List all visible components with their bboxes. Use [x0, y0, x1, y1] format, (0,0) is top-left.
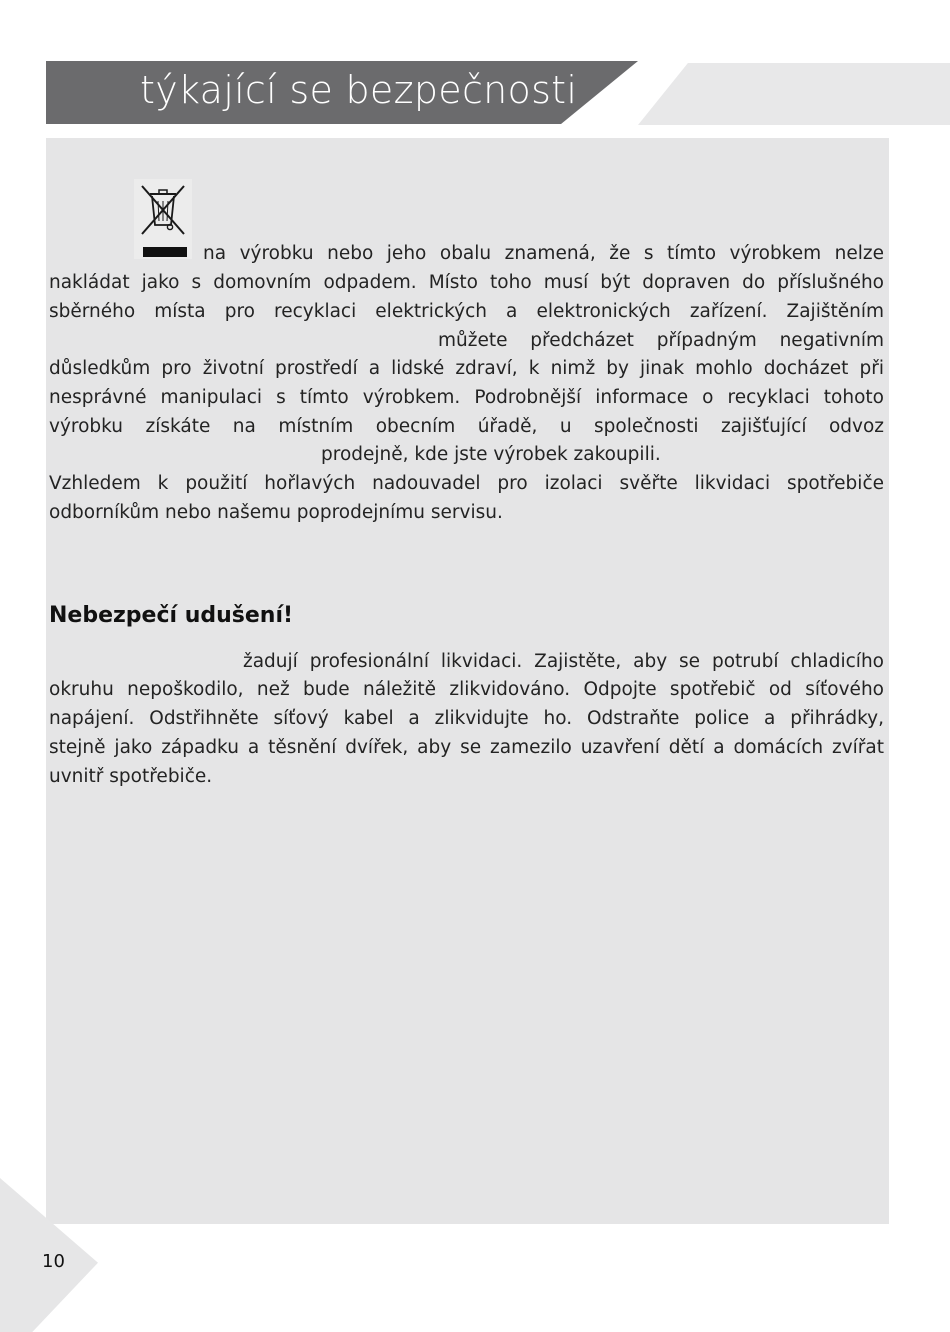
- suffocation-line: uvnitř spotřebiče.: [49, 766, 213, 787]
- crossed-out-wheelie-bin-icon: [134, 179, 192, 259]
- section-heading: Nebezpečí udušení!: [49, 603, 294, 628]
- suffocation-line: okruhu nepoškodilo, než bude náležitě zlikvidováno. Odpojte spotřebič od síťového: [49, 679, 884, 700]
- disposal-line: nakládat jako s domovním odpadem. Místo toho musí být dopraven do příslušného: [49, 272, 884, 293]
- suffocation-line: napájení. Odstřihněte síťový kabel a zlikvidujte ho. Odstraňte police a přihrádky,: [49, 708, 884, 729]
- disposal-line: na výrobku nebo jeho obalu znamená, že s tímto výrobkem nelze: [203, 243, 884, 264]
- disposal-line: můžete předcházet případným negativním: [438, 330, 884, 351]
- disposal-line: výrobku získáte na místním obecním úřadě, u společnosti zajišťující odvoz: [49, 416, 884, 437]
- header-decoration: [638, 63, 950, 125]
- disposal-line: prodejně, kde jste výrobek zakoupili.: [321, 444, 661, 465]
- disposal-line: důsledkům pro životní prostředí a lidské zdraví, k nimž by jinak mohlo docházet při: [49, 358, 884, 379]
- page-number: 10: [42, 1251, 65, 1272]
- suffocation-line: stejně jako západku a těsnění dvířek, aby se zamezilo uzavření dětí a domácích zvířat: [49, 737, 884, 758]
- disposal-line: nesprávné manipulaci s tímto výrobkem. Podrobnější informace o recyklaci tohoto: [49, 387, 884, 408]
- suffocation-line: žadují profesionální likvidaci. Zajistěte, aby se potrubí chladicího: [243, 651, 884, 672]
- disposal-line: odborníkům nebo našemu poprodejnímu servisu.: [49, 502, 503, 523]
- disposal-line: Vzhledem k použití hořlavých nadouvadel pro izolaci svěřte likvidaci spotřebiče: [49, 473, 884, 494]
- page-title: týkající se bezpečnosti: [140, 68, 578, 112]
- disposal-line: sběrného místa pro recyklaci elektrických a elektronických zařízení. Zajištěním: [49, 301, 884, 322]
